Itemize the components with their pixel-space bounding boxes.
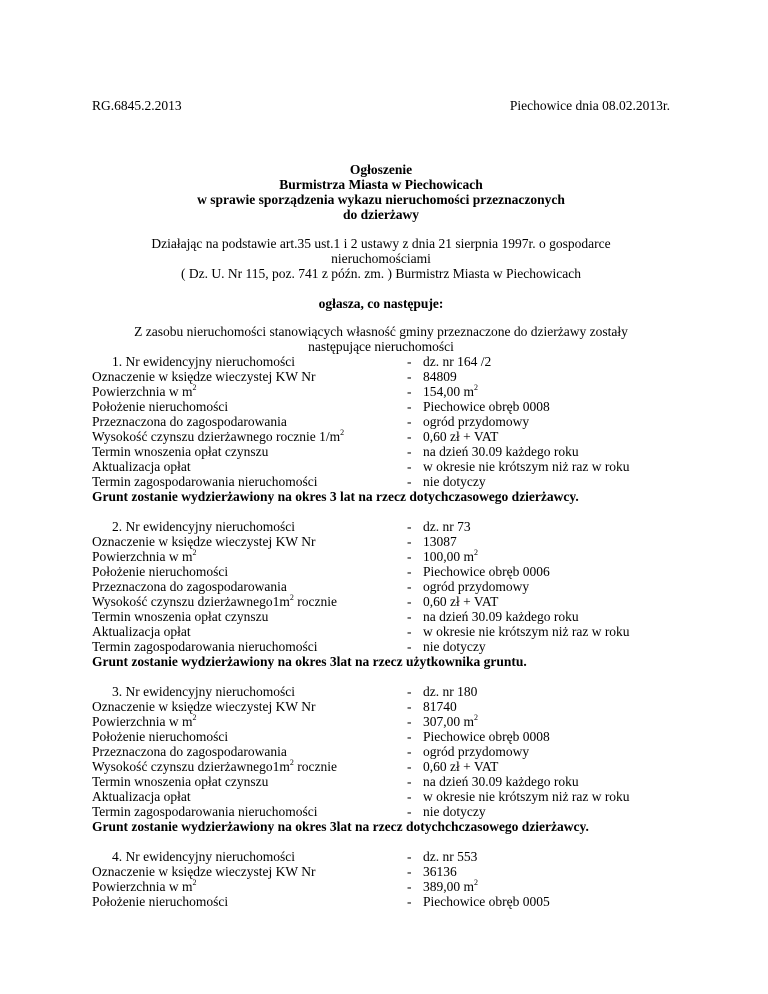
property-row (92, 804, 670, 819)
property-row (92, 849, 670, 864)
property-label: Oznaczenie w księdze wieczystej KW Nr (92, 369, 316, 384)
separator-dash: - (407, 384, 412, 399)
property-label: 3. Nr ewidencyjny nieruchomości (112, 684, 295, 699)
property-value: 81740 (423, 699, 457, 714)
separator-dash: - (407, 609, 412, 624)
property-value: dz. nr 164 /2 (423, 354, 492, 369)
separator-dash: - (407, 864, 412, 879)
document-title (92, 162, 670, 222)
separator-dash: - (407, 879, 412, 894)
property-value: 36136 (423, 864, 457, 879)
separator-dash: - (407, 534, 412, 549)
property-row (92, 564, 670, 579)
superscript: 2 (474, 712, 479, 722)
separator-dash: - (407, 414, 412, 429)
separator-dash: - (407, 744, 412, 759)
separator-dash: - (407, 789, 412, 804)
property-label: Wysokość czynszu $dzierżawnego1m^2$ rocznie (92, 757, 337, 774)
property-row (92, 399, 670, 414)
property-value: 389,00 $m^2$ (423, 877, 479, 894)
property-row (92, 699, 670, 714)
property-value: nie dotyczy (423, 474, 486, 489)
property-row (92, 744, 670, 759)
superscript: 2 (192, 877, 197, 887)
property-row (92, 444, 670, 459)
property-value: dz. nr 553 (423, 849, 478, 864)
property-label: Położenie nieruchomości (92, 729, 229, 744)
property-value: 0,60 zł + VAT (423, 594, 499, 609)
property-label: Położenie nieruchomości (92, 564, 229, 579)
property-value: 0,60 zł + VAT (423, 759, 499, 774)
property-value: dz. nr 180 (423, 684, 478, 699)
property-row (92, 864, 670, 879)
place-and-date: Piechowice dnia 08.02.2013r. (509, 98, 670, 113)
property-value: ogród przydomowy (423, 579, 530, 594)
separator-dash: - (407, 549, 412, 564)
property-label: Termin zagospodarowania nieruchomości (92, 804, 318, 819)
property-value: 154,00 $m^2$ (423, 382, 479, 399)
separator-dash: - (407, 729, 412, 744)
property-value: ogród przydomowy (423, 744, 530, 759)
title-line-2: Burmistrza Miasta w Piechowicach (279, 177, 483, 192)
legal-basis (92, 236, 670, 281)
property-value: 13087 (423, 534, 457, 549)
legal-basis-line-1: Działając na podstawie art.35 ust.1 i 2 ustawy z dnia 21 sierpnia 1997r. o gospodarce (151, 236, 611, 251)
announcement-heading: ogłasza, co następuje: (318, 296, 444, 311)
property-row (92, 384, 670, 399)
property-row (92, 789, 670, 804)
separator-dash: - (407, 444, 412, 459)
property-value: dz. nr 73 (423, 519, 471, 534)
property-row (92, 369, 670, 384)
title-line-3: w sprawie sporządzenia wykazu nieruchomości przeznaczonych (197, 192, 565, 207)
property-section (92, 684, 670, 834)
property-row (92, 759, 670, 774)
superscript: 2 (192, 712, 197, 722)
property-row (92, 684, 670, 699)
property-value: nie dotyczy (423, 804, 486, 819)
property-row (92, 714, 670, 729)
property-value: w okresie nie krótszym niż raz w roku (423, 789, 630, 804)
separator-dash: - (407, 624, 412, 639)
property-row (92, 624, 670, 639)
superscript: 2 (474, 877, 479, 887)
separator-dash: - (407, 399, 412, 414)
property-row (92, 594, 670, 609)
separator-dash: - (407, 684, 412, 699)
property-value: w okresie nie krótszym niż raz w roku (423, 459, 630, 474)
property-label: Aktualizacja opłat (92, 789, 191, 804)
legal-basis-line-2: nieruchomościami (331, 251, 431, 266)
superscript: 2 (192, 382, 197, 392)
separator-dash: - (407, 804, 412, 819)
property-section (92, 849, 670, 909)
superscript: 2 (474, 382, 479, 392)
superscript: 2 (192, 547, 197, 557)
separator-dash: - (407, 564, 412, 579)
property-label: Powierzchnia w $m^2$ (92, 712, 197, 729)
property-row (92, 639, 670, 654)
separator-dash: - (407, 519, 412, 534)
property-label: Powierzchnia w $m^2$ (92, 877, 197, 894)
property-label: Termin wnoszenia opłat czynszu (92, 774, 269, 789)
property-value: Piechowice obręb 0006 (423, 564, 550, 579)
property-value: w okresie nie krótszym niż raz w roku (423, 624, 630, 639)
property-value: ogród przydomowy (423, 414, 530, 429)
property-label: Przeznaczona do zagospodarowania (92, 744, 287, 759)
property-label: Oznaczenie w księdze wieczystej KW Nr (92, 864, 316, 879)
separator-dash: - (407, 369, 412, 384)
property-row (92, 729, 670, 744)
property-label: Aktualizacja opłat (92, 624, 191, 639)
property-row (92, 429, 670, 444)
reference-number: RG.6845.2.2013 (92, 98, 182, 113)
title-line-4: do dzierżawy (342, 207, 420, 222)
property-section (92, 354, 670, 504)
legal-basis-line-3: ( Dz. U. Nr 115, poz. 741 z późn. zm. ) Burmistrz Miasta w Piechowicach (181, 266, 581, 281)
property-row (92, 354, 670, 369)
intro-line-1: Z zasobu nieruchomości stanowiących własność gminy przeznaczone do dzierżawy zostały (134, 324, 628, 339)
property-label: Termin wnoszenia opłat czynszu (92, 609, 269, 624)
property-row (92, 774, 670, 789)
property-label: Wysokość czynszu $dzierżawnego1m^2$ rocznie (92, 592, 337, 609)
property-row (92, 474, 670, 489)
property-row (92, 894, 670, 909)
property-value: Piechowice obręb 0008 (423, 399, 550, 414)
property-label: 2. Nr ewidencyjny nieruchomości (112, 519, 295, 534)
intro-paragraph (92, 324, 670, 354)
separator-dash: - (407, 459, 412, 474)
property-value: 307,00 $m^2$ (423, 712, 479, 729)
property-label: Położenie nieruchomości (92, 399, 229, 414)
intro-line-2: następujące nieruchomości (308, 339, 454, 354)
property-value: 100,00 $m^2$ (423, 547, 479, 564)
lease-term-statement: Grunt zostanie wydzierżawiony na okres 3 lat na rzecz dotychczasowego dzierżawcy. (92, 489, 579, 504)
property-label: Powierzchnia w $m^2$ (92, 382, 197, 399)
property-label: Termin zagospodarowania nieruchomości (92, 639, 318, 654)
separator-dash: - (407, 759, 412, 774)
separator-dash: - (407, 579, 412, 594)
property-value: na dzień 30.09 każdego roku (423, 774, 579, 789)
separator-dash: - (407, 714, 412, 729)
lease-term-statement: Grunt zostanie wydzierżawiony na okres 3lat na rzecz dotychchczasowego dzierżawcy. (92, 819, 589, 834)
separator-dash: - (407, 429, 412, 444)
property-value: na dzień 30.09 każdego roku (423, 444, 579, 459)
property-label: Oznaczenie w księdze wieczystej KW Nr (92, 534, 316, 549)
property-value: 84809 (423, 369, 457, 384)
lease-term-statement: Grunt zostanie wydzierżawiony na okres 3lat na rzecz użytkownika gruntu. (92, 654, 527, 669)
separator-dash: - (407, 849, 412, 864)
separator-dash: - (407, 699, 412, 714)
property-label: 4. Nr ewidencyjny nieruchomości (112, 849, 295, 864)
superscript: 2 (289, 757, 294, 767)
property-label: Przeznaczona do zagospodarowania (92, 579, 287, 594)
property-row (92, 414, 670, 429)
superscript: 2 (340, 427, 345, 437)
separator-dash: - (407, 639, 412, 654)
separator-dash: - (407, 474, 412, 489)
property-row (92, 609, 670, 624)
property-label: Położenie nieruchomości (92, 894, 229, 909)
property-value: nie dotyczy (423, 639, 486, 654)
property-value: Piechowice obręb 0005 (423, 894, 550, 909)
property-label: Powierzchnia w $m^2$ (92, 547, 197, 564)
property-row (92, 519, 670, 534)
superscript: 2 (289, 592, 294, 602)
property-value: 0,60 zł + VAT (423, 429, 499, 444)
property-value: na dzień 30.09 każdego roku (423, 609, 579, 624)
property-label: Aktualizacja opłat (92, 459, 191, 474)
separator-dash: - (407, 774, 412, 789)
superscript: 2 (474, 547, 479, 557)
property-row (92, 549, 670, 564)
separator-dash: - (407, 594, 412, 609)
separator-dash: - (407, 354, 412, 369)
property-row (92, 534, 670, 549)
property-label: Termin wnoszenia opłat czynszu (92, 444, 269, 459)
separator-dash: - (407, 894, 412, 909)
property-label: Wysokość czynszu dzierżawnego rocznie $1/m^2$ (92, 427, 345, 444)
property-label: 1. Nr ewidencyjny nieruchomości (112, 354, 295, 369)
property-section (92, 519, 670, 669)
property-label: Termin zagospodarowania nieruchomości (92, 474, 318, 489)
property-row (92, 459, 670, 474)
property-label: Przeznaczona do zagospodarowania (92, 414, 287, 429)
property-row (92, 579, 670, 594)
property-value: Piechowice obręb 0008 (423, 729, 550, 744)
property-row (92, 879, 670, 894)
title-line-1: Ogłoszenie (349, 162, 413, 177)
property-label: Oznaczenie w księdze wieczystej KW Nr (92, 699, 316, 714)
